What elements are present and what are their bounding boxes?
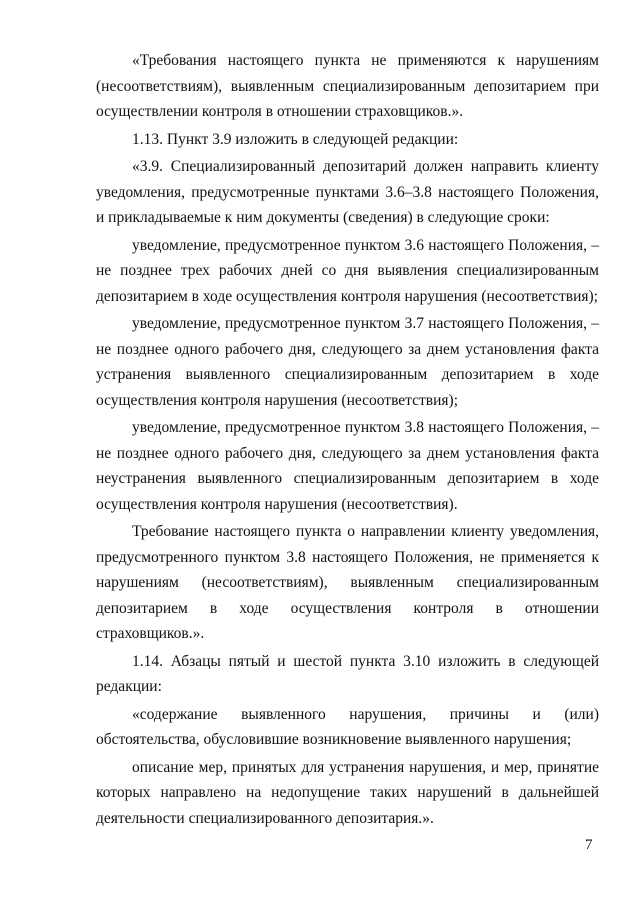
paragraph-4: уведомление, предусмотренное пунктом 3.6 настоящего Положения, – не позднее трех рабочих дней со дня выявления специализированным депозитарием в ходе осуществления контроля нарушения (несоответствия); [96,236,599,305]
paragraph-2: 1.13. Пункт 3.9 изложить в следующей редакции: [132,130,459,148]
paragraph-10: описание мер, принятых для устранения нарушения, и мер, принятие которых направлено на недопущение таких нарушений в дальнейшей деятельности специализированного депозитария.». [96,758,599,827]
paragraph-7: Требование настоящего пункта о направлении клиенту уведомления, предусмотренного пунктом 3.8 настоящего Положения, не применяется к нарушениям (несоответствиям), выявленным специализированным депозитарием в ходе осуществления контроля в отношении страховщиков.». [96,523,599,642]
document-body [96,48,599,831]
paragraph-1: «Требования настоящего пункта не применяются к нарушениям (несоответствиям), выявленным специализированным депозитарием при осуществлении контроля в отношении страховщиков.». [96,52,599,120]
paragraph-6: уведомление, предусмотренное пунктом 3.8 настоящего Положения, – не позднее одного рабочего дня, следующего за днем установления факта неустранения выявленного специализированным депозитарием в ходе осуществления контроля нарушения (несоответствия). [96,419,599,513]
paragraph-8: 1.14. Абзацы пятый и шестой пункта 3.10 изложить в следующей редакции: [96,652,599,695]
paragraph-5: уведомление, предусмотренное пунктом 3.7 настоящего Положения, – не позднее одного рабочего дня, следующего за днем установления факта устранения выявленного специализированным депозитарием в ходе осуществления контроля нарушения (несоответствия); [96,315,599,409]
page-number: 7 [585,837,593,853]
paragraph-3: «3.9. Специализированный депозитарий должен направить клиенту уведомления, предусмотренные пунктами 3.6–3.8 настоящего Положения, и прикладываемые к ним документы (сведения) в следующие сроки: [96,158,599,226]
paragraph-9: «содержание выявленного нарушения, причины и (или) обстоятельства, обусловившие возникновение выявленного нарушения; [96,705,599,748]
